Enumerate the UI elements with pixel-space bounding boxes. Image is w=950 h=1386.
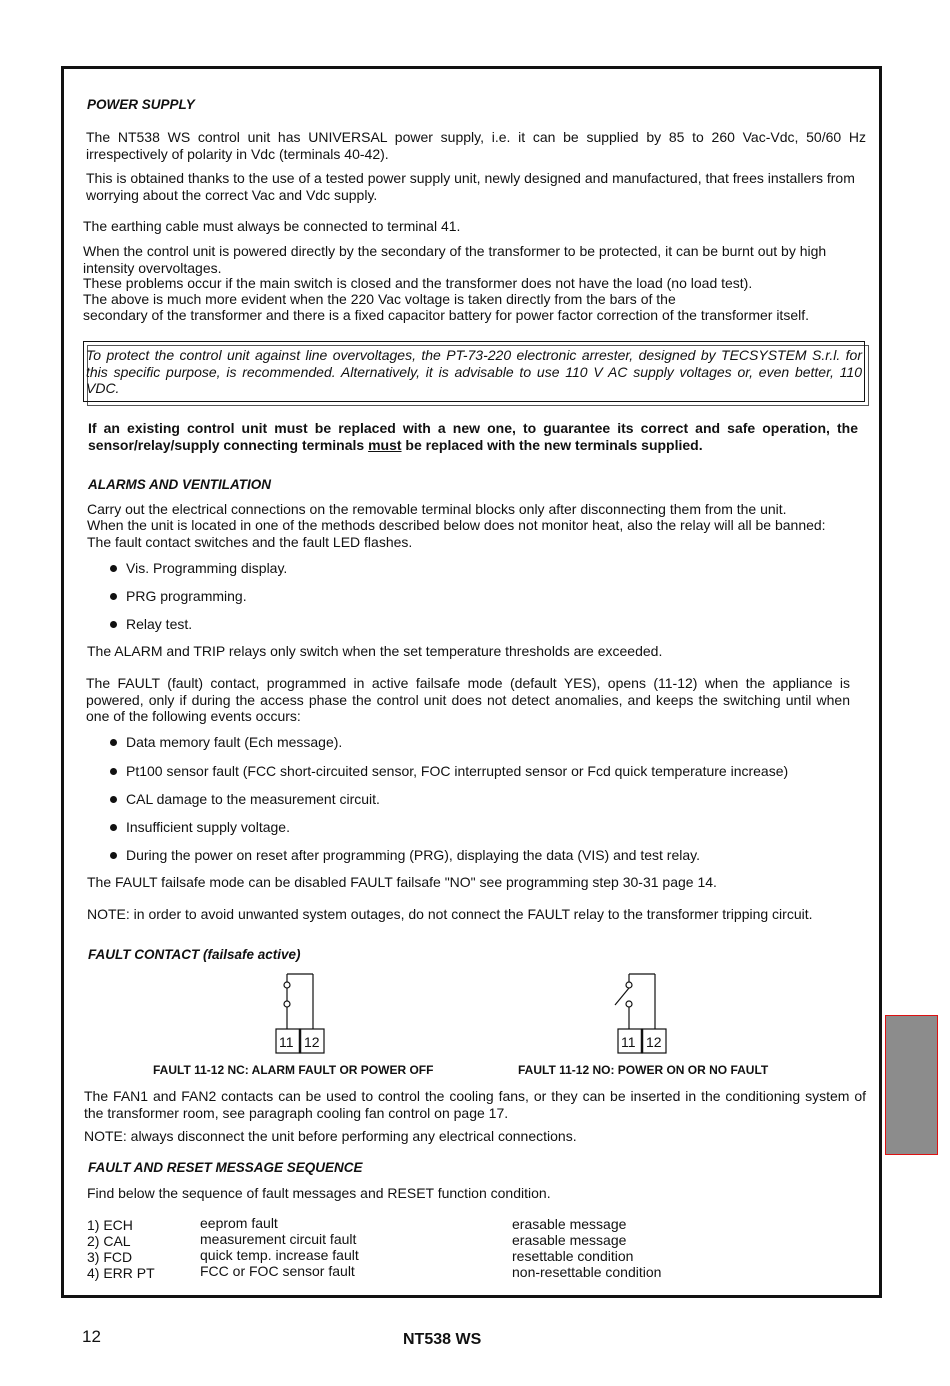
alarms-line-3: The fault contact switches and the fault LED flashes. <box>87 534 413 550</box>
terminal-12-no: 12 <box>646 1034 662 1050</box>
page-number: 12 <box>82 1327 101 1346</box>
document-title: NT538 WS <box>403 1331 482 1348</box>
list-item-label: CAL damage to the measurement circuit. <box>126 791 380 807</box>
sequence-desc: FCC or FOC sensor fault <box>200 1263 355 1279</box>
bullet-dot <box>110 768 117 775</box>
power-paragraph-earthing: The earthing cable must always be connected to terminal 41. <box>83 218 461 234</box>
replacement-warning-must: must <box>368 436 402 453</box>
sequence-code: 2) CAL <box>87 1233 131 1249</box>
disconnect-note: NOTE: always disconnect the unit before performing any electrical connections. <box>84 1128 577 1144</box>
bullet-dot <box>110 621 117 628</box>
sequence-desc: measurement circuit fault <box>200 1231 357 1247</box>
side-section-tab <box>885 1015 938 1155</box>
bullet-dot <box>110 796 117 803</box>
list-item-label: Insufficient supply voltage. <box>126 819 290 835</box>
bullet-dot <box>110 852 117 859</box>
sequence-code: 3) FCD <box>87 1249 133 1265</box>
power-paragraph-4-line-3: The above is much more evident when the 220 Vac voltage is taken directly from the bars of the <box>83 291 676 307</box>
heading-alarms-ventilation: ALARMS AND VENTILATION <box>88 477 271 492</box>
alarms-line-2: When the unit is located in one of the methods described below does not monitor heat, also the relay will all be banned: <box>87 517 826 533</box>
caption-nc: FAULT 11-12 NC: ALARM FAULT OR POWER OFF <box>153 1063 434 1077</box>
bullet-dot <box>110 739 117 746</box>
sequence-cond: resettable condition <box>512 1248 634 1264</box>
sequence-intro: Find below the sequence of fault messages and RESET function condition. <box>87 1185 551 1201</box>
list-item-label: Data memory fault (Ech message). <box>126 734 343 750</box>
replacement-warning-a: If an existing control unit must be replaced with a new one, to guarantee its correct and safe operation, the sensor/relay/supply connecting terminals <box>88 420 858 453</box>
terminal-12-nc: 12 <box>304 1034 320 1050</box>
heading-fault-contact: FAULT CONTACT (failsafe active) <box>88 947 301 962</box>
power-paragraph-1: The NT538 WS control unit has UNIVERSAL power supply, i.e. it can be supplied by 85 to 260 Vac-Vdc, 50/60 Hz irrespectively of polarity in Vdc (terminals 40-42). <box>86 129 866 162</box>
replacement-warning-b: be replaced with the new terminals supplied. <box>401 436 703 453</box>
list-item-label: Vis. Programming display. <box>126 560 288 576</box>
list-item-label: Relay test. <box>126 616 193 632</box>
sequence-desc: eeprom fault <box>200 1215 278 1231</box>
bullet-dot <box>110 565 117 572</box>
power-paragraph-4-line-4: secondary of the transformer and there is a fixed capacitor battery for power factor correction of the transformer itself. <box>83 307 809 323</box>
power-paragraph-4-line-1: When the control unit is powered directly by the secondary of the transformer to be protected, it can be burnt out by high intensity overvoltages. <box>83 243 827 276</box>
sequence-cond: non-resettable condition <box>512 1264 662 1280</box>
failsafe-disable-text: The FAULT failsafe mode can be disabled FAULT failsafe "NO" see programming step 30-31 page 14. <box>87 874 717 890</box>
terminal-11-no: 11 <box>621 1034 636 1050</box>
heading-fault-reset-sequence: FAULT AND RESET MESSAGE SEQUENCE <box>88 1160 363 1175</box>
fault-contact-text: The FAULT (fault) contact, programmed in active failsafe mode (default YES), opens (11-12) when the appliance is powered, only if during the access phase the control unit does not detect anomalies, and keeps the switching until when one of the following events occurs: <box>86 675 850 724</box>
sequence-descriptions <box>200 1215 359 1279</box>
replacement-warning <box>88 420 858 453</box>
power-paragraph-2: This is obtained thanks to the use of a tested power supply unit, newly designed and manufactured, that frees installers from worrying about the correct Vac and Vdc supply. <box>86 170 855 203</box>
sequence-conditions <box>512 1216 661 1280</box>
list-item-label: Pt100 sensor fault (FCC short-circuited sensor, FOC interrupted sensor or Fcd quick temperature increase) <box>126 763 789 779</box>
bullet-dot <box>110 824 117 831</box>
list-item-label: PRG programming. <box>126 588 247 604</box>
fan-contacts-text: The FAN1 and FAN2 contacts can be used to control the cooling fans, or they can be inserted in the conditioning system of the transformer room, see paragraph cooling fan control on page 17. <box>84 1088 866 1121</box>
overvoltage-note: To protect the control unit against line overvoltages, the PT-73-220 electronic arrester, designed by TECSYSTEM S.r.l. for this specific purpose, is recommended. Alternatively, it is advisable to use 110 V AC supply voltages or, even better, 110 VDC. <box>86 347 862 396</box>
sequence-cond: erasable message <box>512 1216 627 1232</box>
bullet-dot <box>110 593 117 600</box>
caption-no: FAULT 11-12 NO: POWER ON OR NO FAULT <box>518 1063 769 1077</box>
power-paragraph-4-line-2: These problems occur if the main switch is closed and the transformer does not have the load (no load test). <box>83 275 753 291</box>
heading-power-supply: POWER SUPPLY <box>87 97 195 112</box>
sequence-desc: quick temp. increase fault <box>200 1247 359 1263</box>
sequence-code: 1) ECH <box>87 1217 133 1233</box>
terminal-11-nc: 11 <box>279 1034 294 1050</box>
sequence-code: 4) ERR PT <box>87 1265 155 1281</box>
alarms-relays-text: The ALARM and TRIP relays only switch when the set temperature thresholds are exceeded. <box>87 643 663 659</box>
list-item-label: During the power on reset after programming (PRG), displaying the data (VIS) and test relay. <box>126 847 701 863</box>
alarms-line-1: Carry out the electrical connections on the removable terminal blocks only after disconnecting them from the unit. <box>87 501 787 517</box>
sequence-codes <box>87 1217 155 1281</box>
sequence-cond: erasable message <box>512 1232 627 1248</box>
tripping-note: NOTE: in order to avoid unwanted system outages, do not connect the FAULT relay to the transformer tripping circuit. <box>87 906 813 922</box>
